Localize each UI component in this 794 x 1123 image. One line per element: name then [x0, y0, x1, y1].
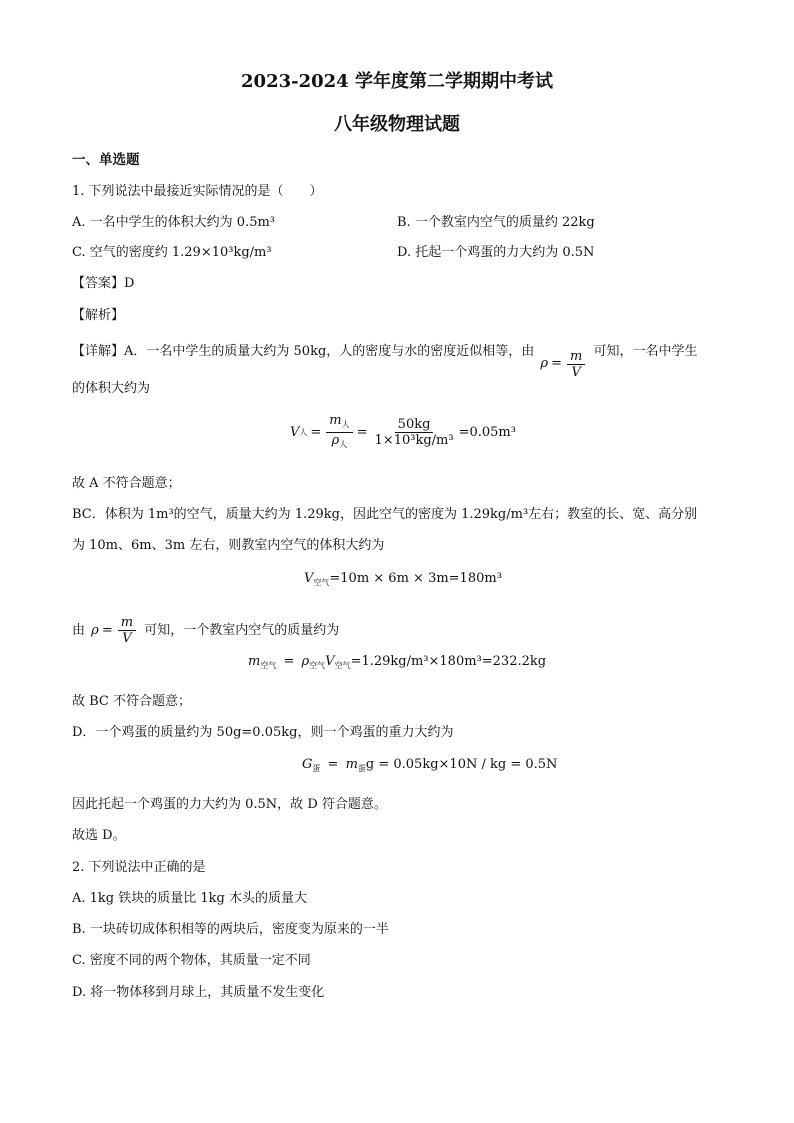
equation-gravity-egg: $G_蛋 = m_蛋g = 0.05kg\times 10N$ / kg = 0.5N	[302, 757, 558, 773]
density-formula: ρ = $\frac{m}{V}$	[540, 349, 587, 380]
conclusion-a: 故 A 不符合题意；	[72, 476, 181, 491]
conclusion-bc: 故 BC 不符合题意；	[72, 694, 192, 709]
q2-option-b: B. 一块砖切成体积相等的两块后，密度变为原来的一半	[72, 922, 389, 937]
detail-line-1	[72, 343, 697, 380]
question-2-stem: 2. 下列说法中正确的是	[72, 860, 206, 875]
final-choice: 故选 D。	[72, 828, 126, 843]
q1-option-c: C. 空气的密度约 1.29×10³kg/m³	[72, 245, 272, 260]
q1-option-a: A. 一名中学生的体积大约为 0.5m³	[72, 215, 275, 230]
detail-text-a: 【详解】A．一名中学生的质量大约为 50kg，人的密度与水的密度近似相等，由	[72, 344, 535, 359]
detail-text-b: 可知，一名中学生	[593, 344, 698, 359]
exam-title: 2023-2024 学年度第二学期期中考试	[241, 71, 553, 92]
question-1-stem: 1. 下列说法中最接近实际情况的是（ ）	[72, 184, 323, 199]
q2-option-d: D. 将一物体移到月球上，其质量不发生变化	[72, 985, 325, 1000]
q2-option-c: C. 密度不同的两个物体，其质量一定不同	[72, 953, 311, 968]
q1-option-d: D. 托起一个鸡蛋的力大约为 0.5N	[397, 245, 595, 260]
equation-volume-person: V 人 = $\frac{m_人}{\rho_人}$ = $\frac{50kg}{\text{1×10³kg/m³}}$ =0.05m³	[290, 413, 516, 449]
detail-line-2: 的体积大约为	[72, 381, 151, 396]
q2-option-a: A. 1kg 铁块的质量比 1kg 木头的质量大	[72, 891, 307, 906]
equation-mass-air: $m_{空气} = \rho_{空气}V_{空气}=1.29kg/m^3\times 180m^3=232.2kg$	[248, 654, 547, 670]
section-heading: 一、单选题	[72, 152, 140, 168]
d-line: D．一个鸡蛋的质量约为 50g=0.05kg，则一个鸡蛋的重力大约为	[72, 725, 454, 740]
density-formula-2: ρ = $\frac{m}{V}$	[91, 615, 138, 646]
answer: 【答案】D	[72, 276, 135, 291]
conclusion-d: 因此托起一个鸡蛋的力大约为 0.5N，故 D 符合题意。	[72, 797, 387, 812]
bc-line-2: 为 10m、6m、3m 左右，则教室内空气的体积大约为	[72, 538, 385, 553]
exam-subtitle: 八年级物理试题	[334, 114, 460, 135]
analysis-label: 【解析】	[72, 308, 125, 323]
density-relation-line: 由 ρ = $\frac{m}{V}$ 可知，一个教室内空气的质量约为	[72, 615, 340, 646]
q1-option-b: B. 一个教室内空气的质量约 22kg	[397, 215, 595, 230]
equation-volume-air: $V_{空气}=10m \times 6m \times 3m=180m^3$	[304, 571, 502, 587]
bc-line-1: BC．体积为 1m³的空气，质量大约为 1.29kg，因此空气的密度为 1.29kg/m³左右；教室的长、宽、高分别	[72, 507, 698, 522]
